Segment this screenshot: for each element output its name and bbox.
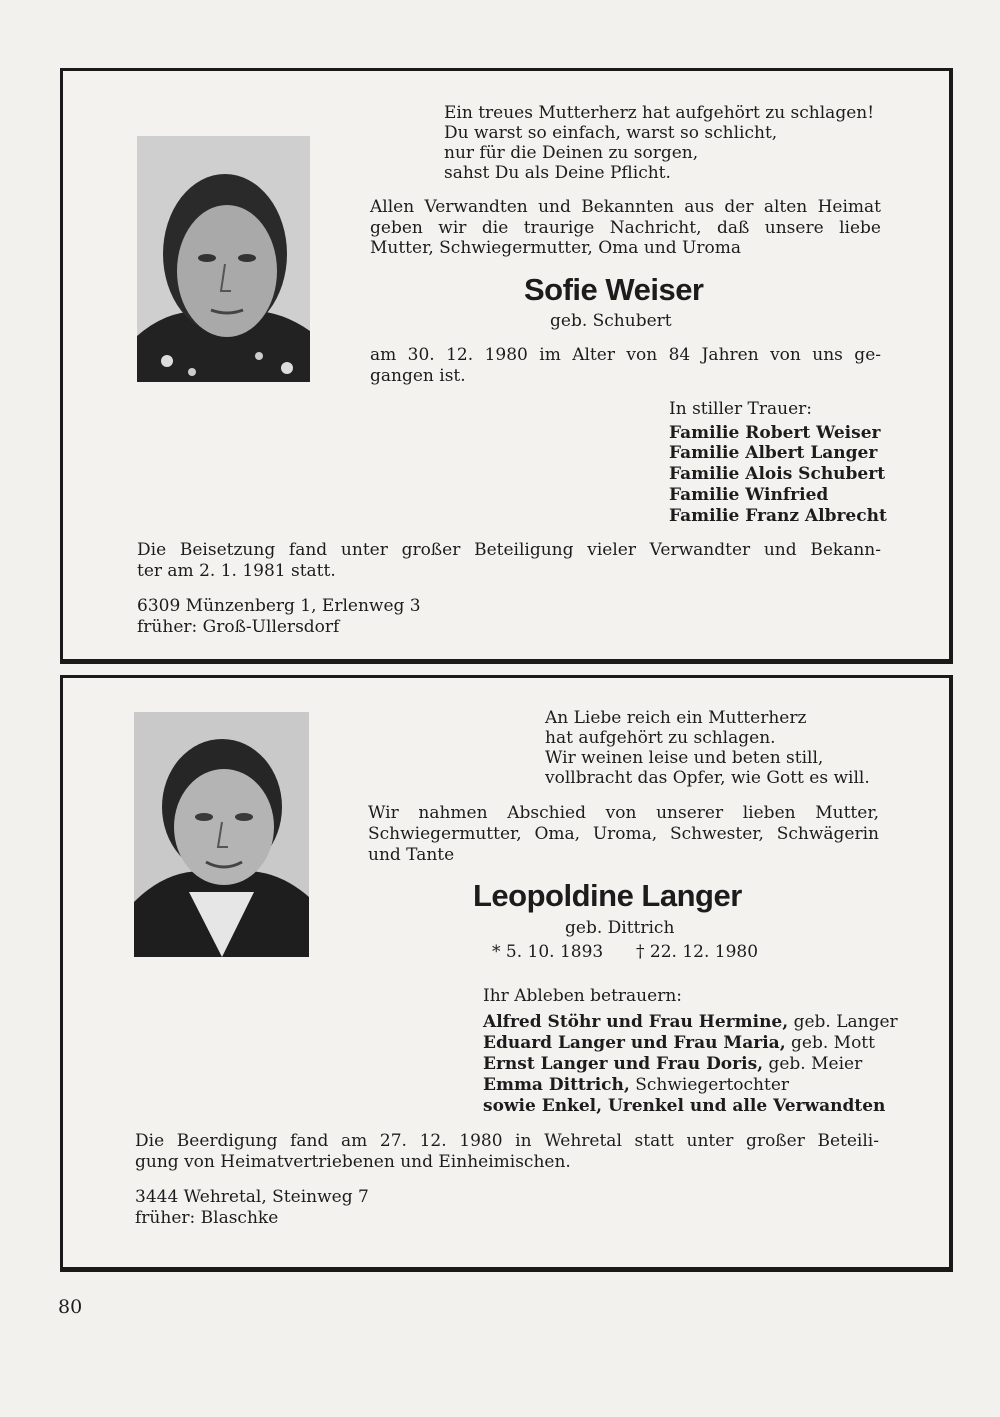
mourner-names: Alfred Stöhr und Frau Hermine, <box>483 1012 789 1032</box>
portrait-photo-leopoldine-langer <box>134 712 309 957</box>
mourner-detail: geb. Mott <box>785 1033 875 1053</box>
intro-line: Schwiegermutter, Oma, Uroma, Schwester, Schwägerin <box>368 824 879 844</box>
address-line: früher: Blaschke <box>135 1208 279 1228</box>
intro-line: Allen Verwandten und Bekannten aus der alten Heimat <box>370 197 881 217</box>
poem-line: nur für die Deinen zu sorgen, <box>444 143 699 163</box>
mourner-names: Eduard Langer und Frau Maria, <box>483 1033 786 1053</box>
poem-line: sahst Du als Deine Pflicht. <box>444 163 671 183</box>
mourner-detail: Schwiegertochter <box>629 1075 790 1095</box>
poem-line: Wir weinen leise und beten still, <box>545 748 824 768</box>
mourner-detail: geb. Meier <box>763 1054 863 1074</box>
portrait-photo-sofie-weiser <box>137 136 310 382</box>
family-name: Familie Albert Langer <box>669 443 878 463</box>
poem-line: Ein treues Mutterherz hat aufgehört zu schlagen! <box>444 103 875 123</box>
deceased-name: Leopoldine Langer <box>473 878 742 913</box>
burial-line: Die Beisetzung fand unter großer Beteiligung vieler Verwandter und Bekann- <box>137 540 881 560</box>
intro-line: und Tante <box>368 845 455 865</box>
death-line: am 30. 12. 1980 im Alter von 84 Jahren von uns ge- <box>370 345 881 365</box>
intro-line: Wir nahmen Abschied von unserer lieben Mutter, <box>368 803 879 823</box>
poem-line: An Liebe reich ein Mutterherz <box>545 708 807 728</box>
funeral-line: Die Beerdigung fand am 27. 12. 1980 in Wehretal statt unter großer Beteili- <box>135 1131 879 1151</box>
mourner-detail: geb. Langer <box>788 1012 898 1032</box>
family-name: Familie Franz Albrecht <box>669 506 887 526</box>
address-line: 6309 Münzenberg 1, Erlenweg 3 <box>137 596 421 616</box>
family-name: Familie Robert Weiser <box>669 423 881 443</box>
poem-line: Du warst so einfach, warst so schlicht, <box>444 123 778 143</box>
mourner-line <box>483 1054 862 1075</box>
burial-line: ter am 2. 1. 1981 statt. <box>137 561 336 581</box>
birth-date: * 5. 10. 1893 <box>492 942 604 962</box>
mourning-label: In stiller Trauer: <box>669 399 812 419</box>
intro-line: geben wir die traurige Nachricht, daß unsere liebe <box>370 218 881 238</box>
address-line: 3444 Wehretal, Steinweg 7 <box>135 1187 369 1207</box>
maiden-name: geb. Dittrich <box>565 918 675 938</box>
intro-line: Mutter, Schwiegermutter, Oma und Uroma <box>370 238 741 258</box>
page-number: 80 <box>58 1296 83 1318</box>
mourner-line <box>483 1096 885 1117</box>
mourner-names: Emma Dittrich, <box>483 1075 630 1095</box>
mourner-line <box>483 1012 898 1033</box>
maiden-name: geb. Schubert <box>550 311 672 331</box>
family-name: Familie Winfried <box>669 485 829 505</box>
mourner-line <box>483 1033 875 1054</box>
mourners-label: Ihr Ableben betrauern: <box>483 986 682 1006</box>
poem-line: hat aufgehört zu schlagen. <box>545 728 776 748</box>
funeral-line: gung von Heimatvertriebenen und Einheimischen. <box>135 1152 571 1172</box>
family-name: Familie Alois Schubert <box>669 464 886 484</box>
address-line: früher: Groß-Ullersdorf <box>137 617 340 637</box>
mourner-names: sowie Enkel, Urenkel und alle Verwandten <box>483 1096 886 1116</box>
mourner-line <box>483 1075 789 1096</box>
mourner-names: Ernst Langer und Frau Doris, <box>483 1054 764 1074</box>
deceased-name: Sofie Weiser <box>524 272 704 307</box>
death-line: gangen ist. <box>370 366 466 386</box>
death-date: † 22. 12. 1980 <box>636 942 759 962</box>
poem-line: vollbracht das Opfer, wie Gott es will. <box>545 768 870 788</box>
